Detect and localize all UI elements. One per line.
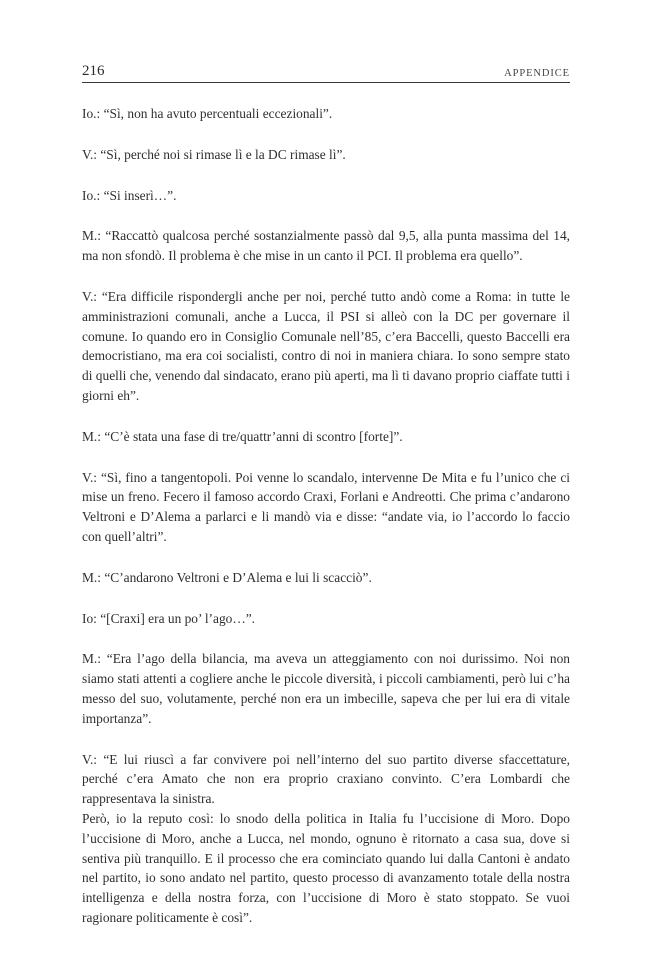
paragraph-10: M.: “Era l’ago della bilancia, ma aveva un atteggiamento con noi durissimo. Noi non siamo stati attenti a cogliere anche le piccole diversità, i piccoli cambiamenti, però lui c’ha messo del suo, volutamente, perché non era un imbecille, sapeva che per lui era di vitale importanza”. (82, 651, 570, 726)
page-number: 216 (82, 63, 105, 79)
paragraph-11: V.: “E lui riuscì a far convivere poi nell’interno del suo partito diverse sfaccettature, perché c’era Amato che non era proprio craxiano convinto. C’era Lombardi che rappresentava la sinistra. (82, 751, 570, 807)
paragraph-1: Io.: “Sì, non ha avuto percentuali eccezionali”. (82, 106, 333, 121)
paragraph-3: Io.: “Si inserì…”. (82, 187, 177, 203)
paragraph-9: Io: “[Craxi] era un po’ l’ago…”. (82, 610, 256, 626)
paragraph-12: Però, io la reputo così: lo snodo della politica in Italia fu l’uccisione di Moro. Dopo l’uccisione di Moro, anche a Lucca, nel mondo, ognuno è ritornato a casa sua, dove si sentiva più tranquillo. E il processo che era cominciato quando lui dalla Cantoni è andato nel partito, io sono andato nel partito, questo processo di avanzamento totale della nostra intelligenza e della nostra forza, con l’uccisione di Moro è stato stoppato. Se vuoi ragionare politicamente è così”. (82, 810, 570, 925)
paragraph-5: V.: “Era difficile rispondergli anche per noi, perché tutto andò come a Roma: in tutte le amministrazioni comunali, anche a Lucca, il PSI si alleò con la DC per governare il comune. Io quando ero in Consiglio Comunale nell’85, c’era Baccelli, questo Baccelli era democristiano, ma era coi socialisti, contro di noi in maniera chiara. Io sono sempre stato di quelli che, venendo dal sindacato, erano più aperti, ma lì ti davano proprio ciaffate tutti i giorni eh”. (82, 288, 570, 403)
running-header (82, 62, 570, 83)
paragraph-7: V.: “Sì, fino a tangentopoli. Poi venne lo scandalo, intervenne De Mita e fu l’unico che ci mise un freno. Fecero il famoso accordo Craxi, Forlani e Andreotti. Che prima c’andarono Veltroni e D’Alema a parlarci e li mandò via e disse: “andate via, io l’accordo lo faccio con quell’altri”. (82, 469, 570, 544)
text-body (82, 104, 570, 928)
running-title: APPENDICE (504, 68, 570, 79)
paragraph-2: V.: “Sì, perché noi si rimase lì e la DC rimase lì”. (82, 146, 346, 162)
paragraph-8: M.: “C’andarono Veltroni e D’Alema e lui li scacciò”. (82, 569, 372, 585)
paragraph-6: M.: “C’è stata una fase di tre/quattr’anni di scontro [forte]”. (82, 428, 403, 444)
paragraph-4: M.: “Raccattò qualcosa perché sostanzialmente passò dal 9,5, alla punta massima del 14, ma non sfondò. Il problema è che mise in un canto il PCI. Il problema era quello”. (82, 228, 570, 264)
